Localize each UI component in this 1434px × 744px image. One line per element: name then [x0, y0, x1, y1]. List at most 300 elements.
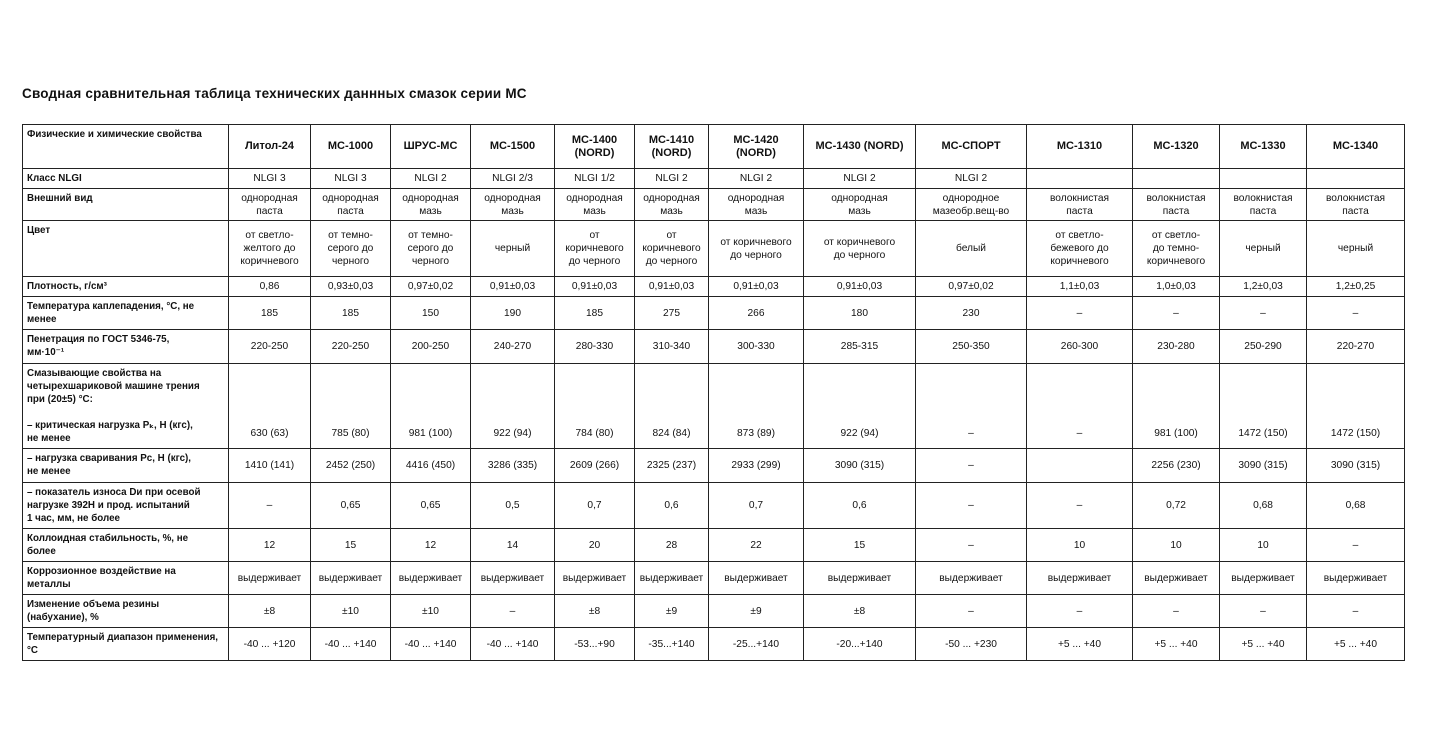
- value-cell: [916, 483, 1027, 529]
- cell-line: от светло-: [245, 230, 294, 241]
- value-cell: [1027, 449, 1133, 483]
- cell-line: до темно-: [1152, 243, 1200, 254]
- table-row: [23, 529, 1405, 562]
- value-cell: [555, 483, 635, 529]
- value-cell: [709, 483, 804, 529]
- value-cell: [311, 277, 391, 297]
- cell-line: -20...+140: [836, 638, 883, 650]
- cell-line: -50 ... +230: [945, 638, 997, 650]
- product-header: [471, 125, 555, 169]
- value-cell: [1133, 221, 1220, 277]
- cell-line: 180: [851, 307, 868, 319]
- value-cell: [635, 628, 709, 661]
- value-cell: [311, 628, 391, 661]
- value-cell: [555, 595, 635, 628]
- cell-line: 981 (100): [408, 428, 453, 439]
- cell-line: +5 ... +40: [1333, 638, 1378, 650]
- cell-line: –: [1260, 307, 1266, 319]
- cell-line: 200-250: [411, 341, 450, 352]
- value-cell: [229, 330, 311, 364]
- value-cell: [709, 595, 804, 628]
- property-label: [23, 221, 229, 277]
- value-cell: [229, 364, 311, 449]
- value-cell: [1133, 189, 1220, 221]
- value-cell: [1220, 562, 1307, 595]
- value-cell: [555, 529, 635, 562]
- cell-line: ±8: [263, 605, 276, 617]
- value-cell: [229, 595, 311, 628]
- cell-line: коричневого: [1146, 256, 1206, 267]
- cell-line: мазь: [848, 205, 871, 217]
- value-cell: [391, 189, 471, 221]
- value-cell: [1307, 562, 1405, 595]
- value-cell: [391, 595, 471, 628]
- value-cell: [1133, 529, 1220, 562]
- value-cell: [1133, 595, 1220, 628]
- cell-line: –: [1173, 605, 1179, 617]
- value-cell: [229, 628, 311, 661]
- value-cell: [804, 297, 916, 330]
- cell-line: 0,5: [505, 500, 520, 511]
- cell-line: 220-270: [1336, 341, 1375, 352]
- cell-line: до черного: [833, 249, 886, 261]
- cell-line: мазь: [501, 205, 524, 217]
- cell-line: ±10: [342, 605, 359, 617]
- cell-line: 0,7: [587, 500, 602, 511]
- value-cell: [555, 330, 635, 364]
- cell-line: 1,2±0,25: [1335, 281, 1376, 292]
- cell-line: 0,97±0,02: [407, 281, 454, 292]
- cell-line: волокнистая: [1233, 192, 1293, 204]
- cell-line: выдерживает: [318, 572, 383, 584]
- value-cell: [471, 529, 555, 562]
- cell-line: выдерживает: [827, 572, 892, 584]
- cell-line: [1136, 172, 1216, 185]
- value-cell: [1307, 221, 1405, 277]
- cell-line: выдерживает: [939, 572, 1003, 584]
- cell-line: 185: [586, 307, 603, 319]
- cell-line: 240-270: [493, 341, 532, 352]
- cell-line: NLGI 2: [843, 173, 876, 184]
- cell-line: –: [1076, 428, 1083, 439]
- cell-line: NLGI 2: [739, 173, 773, 184]
- value-cell: [709, 221, 804, 277]
- cell-line: 250-290: [1244, 341, 1282, 352]
- cell-line: 185: [342, 307, 359, 319]
- value-cell: [709, 449, 804, 483]
- value-cell: [471, 595, 555, 628]
- product-header: [229, 125, 311, 169]
- property-label: [23, 189, 229, 221]
- value-cell: [635, 221, 709, 277]
- value-cell: [1027, 562, 1133, 595]
- header-property: Физические и химические свойства: [23, 125, 229, 169]
- cell-line: выдерживает: [1231, 572, 1295, 584]
- cell-line: 1,1±0,03: [1059, 281, 1100, 292]
- cell-line: NLGI 3: [253, 173, 286, 184]
- value-cell: [804, 628, 916, 661]
- cell-line: 1472 (150): [1238, 428, 1288, 439]
- value-cell: [471, 562, 555, 595]
- cell-line: 922 (94): [493, 428, 532, 439]
- cell-line: 4416 (450): [405, 460, 456, 471]
- value-cell: [1307, 297, 1405, 330]
- cell-line: -40 ... +120: [243, 638, 296, 650]
- property-label: [23, 628, 229, 661]
- cell-line: мазеобр.вещ-во: [932, 205, 1010, 217]
- value-cell: [555, 277, 635, 297]
- value-cell: [311, 189, 391, 221]
- table-row: [23, 562, 1405, 595]
- value-cell: [1220, 595, 1307, 628]
- value-cell: [709, 189, 804, 221]
- value-cell: [229, 221, 311, 277]
- value-cell: [391, 449, 471, 483]
- cell-line: 1410 (141): [244, 460, 295, 471]
- cell-line: коричневого: [565, 243, 624, 254]
- table-row: [23, 169, 1405, 189]
- value-cell: [709, 297, 804, 330]
- product-header: [1027, 125, 1133, 169]
- cell-line: –: [968, 605, 974, 617]
- value-cell: [471, 364, 555, 449]
- cell-line: ±9: [750, 605, 762, 617]
- cell-line: – нагрузка сваривания Рс, Н (кгс),: [27, 453, 192, 464]
- cell-line: +5 ... +40: [1057, 638, 1102, 650]
- value-cell: [916, 595, 1027, 628]
- cell-line: 250-350: [952, 341, 990, 352]
- value-cell: [229, 562, 311, 595]
- cell-line: 220-250: [250, 341, 289, 352]
- cell-line: 260-300: [1060, 341, 1099, 352]
- cell-line: паста: [1249, 205, 1277, 217]
- value-cell: [1133, 169, 1220, 189]
- value-cell: [229, 277, 311, 297]
- cell-line: черный: [1337, 243, 1374, 254]
- value-cell: [635, 189, 709, 221]
- cell-line: 266: [747, 307, 765, 319]
- cell-line: МС-1320: [1153, 140, 1199, 152]
- value-cell: [916, 221, 1027, 277]
- value-cell: [391, 364, 471, 449]
- cell-line: 0,91±0,03: [733, 281, 779, 292]
- value-cell: [1027, 595, 1133, 628]
- value-cell: [391, 330, 471, 364]
- value-cell: [916, 562, 1027, 595]
- value-cell: [229, 169, 311, 189]
- product-header: [1220, 125, 1307, 169]
- value-cell: [311, 595, 391, 628]
- cell-line: бежевого до: [1050, 243, 1109, 254]
- cell-line: до черного: [645, 256, 698, 267]
- value-cell: [229, 529, 311, 562]
- cell-line: Внешний вид: [27, 193, 93, 204]
- value-cell: [391, 628, 471, 661]
- cell-line: –: [1352, 605, 1359, 617]
- value-cell: [1133, 330, 1220, 364]
- cell-line: Цвет: [27, 225, 51, 236]
- cell-line: черного: [411, 256, 450, 267]
- cell-line: –: [509, 605, 516, 617]
- value-cell: [1133, 483, 1220, 529]
- value-cell: [471, 483, 555, 529]
- cell-line: Коррозионное воздействие на: [27, 566, 176, 577]
- value-cell: [311, 169, 391, 189]
- value-cell: [709, 277, 804, 297]
- cell-line: волокнистая: [1146, 192, 1206, 204]
- cell-line: однородная: [643, 192, 700, 204]
- cell-line: °С: [27, 645, 38, 656]
- value-cell: [916, 628, 1027, 661]
- value-cell: [471, 628, 555, 661]
- value-cell: [1307, 628, 1405, 661]
- cell-line: 922 (94): [840, 428, 879, 439]
- value-cell: [1133, 562, 1220, 595]
- value-cell: [1307, 595, 1405, 628]
- table-row: [23, 330, 1405, 364]
- cell-line: NLGI 2: [954, 173, 988, 184]
- cell-line: 1,2±0,03: [1243, 281, 1283, 292]
- value-cell: [1307, 364, 1405, 449]
- cell-line: черного: [331, 256, 370, 267]
- header-row: [23, 125, 1405, 169]
- cell-line: NLGI 2: [414, 173, 447, 184]
- cell-line: -40 ... +140: [324, 638, 377, 650]
- value-cell: [1027, 221, 1133, 277]
- cell-line: [1030, 172, 1129, 185]
- value-cell: [229, 483, 311, 529]
- cell-line: не менее: [27, 433, 71, 444]
- cell-line: 275: [663, 307, 680, 319]
- cell-line: 230-280: [1157, 341, 1195, 352]
- cell-line: 14: [506, 539, 519, 551]
- value-cell: [555, 297, 635, 330]
- table-row: [23, 628, 1405, 661]
- value-cell: [635, 595, 709, 628]
- value-cell: [471, 297, 555, 330]
- property-label: [23, 364, 229, 449]
- value-cell: [804, 330, 916, 364]
- cell-line: черный: [1245, 243, 1281, 254]
- value-cell: [311, 483, 391, 529]
- cell-line: белый: [955, 243, 986, 254]
- value-cell: [391, 297, 471, 330]
- cell-line: волокнистая: [1049, 192, 1110, 204]
- value-cell: [1027, 628, 1133, 661]
- table-row: [23, 189, 1405, 221]
- value-cell: [804, 562, 916, 595]
- value-cell: [916, 277, 1027, 297]
- value-cell: [635, 364, 709, 449]
- cell-line: выдерживает: [562, 572, 627, 584]
- value-cell: [709, 529, 804, 562]
- cell-line: 220-250: [331, 341, 370, 352]
- page-title: Сводная сравнительная таблица технических даннных смазок серии МС: [22, 86, 527, 101]
- cell-line: МС-1340: [1332, 140, 1379, 152]
- value-cell: [804, 277, 916, 297]
- value-cell: [804, 169, 916, 189]
- property-label: [23, 595, 229, 628]
- cell-line: однородная: [484, 192, 541, 204]
- cell-line: NLGI 1/2: [574, 173, 615, 184]
- cell-line: коричневого: [1050, 256, 1109, 267]
- cell-line: однородная: [402, 192, 459, 204]
- value-cell: [555, 364, 635, 449]
- cell-line: – критическая нагрузка Рₖ, Н (кгс),: [27, 420, 193, 431]
- cell-line: выдерживает: [1144, 572, 1208, 584]
- cell-line: –: [968, 428, 974, 439]
- cell-line: 310-340: [652, 341, 691, 352]
- cell-line: 0,72: [1166, 500, 1186, 511]
- value-cell: [1307, 189, 1405, 221]
- cell-line: ШРУС-МС: [403, 140, 458, 152]
- cell-line: от: [589, 230, 600, 241]
- table-row: [23, 595, 1405, 628]
- cell-line: -35...+140: [648, 638, 695, 650]
- table-row: [23, 483, 1405, 529]
- cell-line: ±9: [665, 605, 678, 617]
- cell-line: МС-СПОРТ: [941, 140, 1001, 152]
- property-label: [23, 483, 229, 529]
- cell-line: NLGI 3: [334, 173, 367, 184]
- cell-line: 12: [424, 539, 437, 551]
- cell-line: МС-1310: [1056, 140, 1103, 152]
- cell-line: Изменение объема резины: [27, 599, 160, 610]
- cell-line: NLGI 2: [655, 173, 688, 184]
- value-cell: [1220, 529, 1307, 562]
- cell-line: 0,7: [748, 500, 764, 511]
- cell-line: паста: [337, 205, 364, 217]
- value-cell: [916, 297, 1027, 330]
- cell-line: 0,91±0,03: [836, 281, 883, 292]
- value-cell: [635, 330, 709, 364]
- cell-line: МС-1400: [571, 133, 618, 146]
- value-cell: [804, 529, 916, 562]
- value-cell: [391, 277, 471, 297]
- value-cell: [311, 364, 391, 449]
- cell-line: выдерживает: [1047, 572, 1112, 584]
- cell-line: (NORD): [736, 146, 776, 159]
- cell-line: ±10: [422, 605, 439, 617]
- cell-line: [1223, 172, 1303, 185]
- cell-line: –: [1173, 307, 1179, 319]
- value-cell: [1027, 483, 1133, 529]
- value-cell: [916, 449, 1027, 483]
- cell-line: 15: [344, 539, 357, 551]
- property-label: [23, 330, 229, 364]
- value-cell: [709, 330, 804, 364]
- cell-line: серого до: [327, 243, 374, 254]
- product-header: [709, 125, 804, 169]
- cell-line: –: [968, 460, 974, 471]
- cell-line: 22: [750, 539, 762, 551]
- cell-line: [27, 406, 224, 419]
- cell-line: –: [1352, 539, 1359, 551]
- value-cell: [555, 221, 635, 277]
- cell-line: 10: [1170, 539, 1182, 551]
- value-cell: [471, 330, 555, 364]
- cell-line: 10: [1073, 539, 1086, 551]
- value-cell: [555, 628, 635, 661]
- cell-line: [1310, 172, 1401, 185]
- cell-line: мазь: [744, 205, 768, 217]
- value-cell: [1220, 221, 1307, 277]
- value-cell: [1220, 628, 1307, 661]
- cell-line: мм·10⁻¹: [27, 347, 65, 358]
- value-cell: [229, 189, 311, 221]
- cell-line: 3090 (315): [834, 460, 885, 471]
- cell-line: паста: [256, 205, 283, 217]
- cell-line: 0,91±0,03: [571, 281, 618, 292]
- cell-line: выдерживает: [398, 572, 463, 584]
- property-label: [23, 169, 229, 189]
- cell-line: (NORD): [651, 146, 692, 159]
- value-cell: [391, 221, 471, 277]
- value-cell: [1220, 189, 1307, 221]
- value-cell: [471, 277, 555, 297]
- cell-line: 285-315: [840, 341, 879, 352]
- property-label: [23, 562, 229, 595]
- cell-line: выдерживает: [480, 572, 545, 584]
- table-row: [23, 277, 1405, 297]
- cell-line: 0,6: [852, 500, 867, 511]
- value-cell: [635, 449, 709, 483]
- cell-line: однородное: [942, 192, 1000, 204]
- product-header: [804, 125, 916, 169]
- cell-line: 190: [504, 307, 521, 319]
- comparison-table: [22, 124, 1405, 661]
- value-cell: [1220, 364, 1307, 449]
- cell-line: (NORD): [574, 146, 615, 159]
- cell-line: Пенетрация по ГОСТ 5346-75,: [27, 334, 170, 345]
- cell-line: 0,86: [259, 281, 280, 292]
- cell-line: 12: [263, 539, 276, 551]
- cell-line: от коричневого: [823, 236, 896, 248]
- cell-line: от темно-: [408, 230, 453, 241]
- cell-line: однородная: [831, 192, 888, 204]
- cell-line: однородная: [241, 192, 298, 204]
- cell-line: NLGI 2/3: [492, 173, 533, 184]
- value-cell: [391, 529, 471, 562]
- value-cell: [804, 364, 916, 449]
- cell-line: не менее: [27, 466, 71, 477]
- cell-line: [1030, 459, 1129, 472]
- value-cell: [555, 562, 635, 595]
- value-cell: [1027, 364, 1133, 449]
- value-cell: [1307, 529, 1405, 562]
- cell-line: 230: [962, 307, 980, 319]
- value-cell: [635, 562, 709, 595]
- value-cell: [1220, 297, 1307, 330]
- value-cell: [709, 562, 804, 595]
- property-label: [23, 529, 229, 562]
- cell-line: Коллоидная стабильность, %, не: [27, 533, 189, 544]
- cell-line: от светло-: [1151, 230, 1201, 241]
- cell-line: 3286 (335): [487, 460, 538, 471]
- cell-line: однородная: [727, 192, 785, 204]
- value-cell: [709, 364, 804, 449]
- cell-line: паста: [1342, 205, 1369, 217]
- cell-line: -40 ... +140: [486, 638, 539, 650]
- value-cell: [1133, 297, 1220, 330]
- product-header: [1133, 125, 1220, 169]
- value-cell: [391, 169, 471, 189]
- value-cell: [471, 221, 555, 277]
- cell-line: – показатель износа Dи при осевой: [27, 487, 201, 498]
- cell-line: -53...+90: [574, 638, 615, 650]
- cell-line: –: [1352, 307, 1359, 319]
- cell-line: 10: [1257, 539, 1269, 551]
